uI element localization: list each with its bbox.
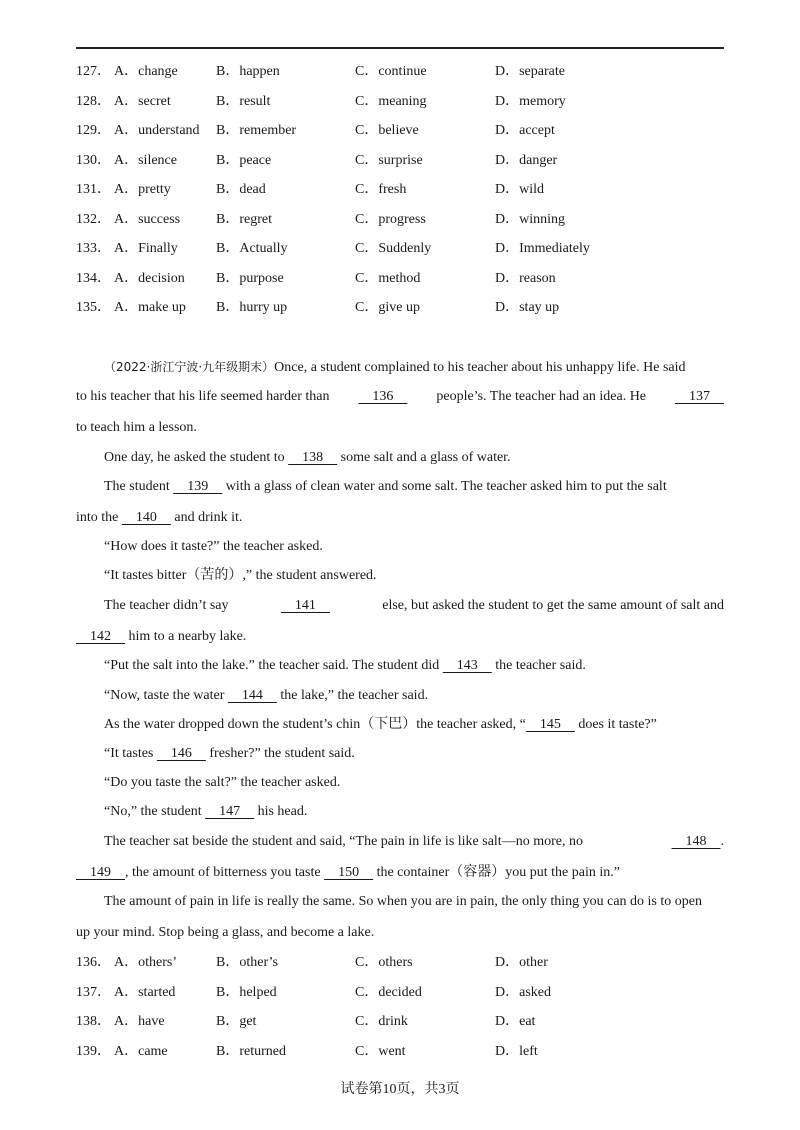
option-a: A．secret xyxy=(114,93,171,109)
option-a: A．success xyxy=(114,211,181,227)
passage-text: to his teacher that his life seemed harder than xyxy=(76,389,330,404)
question-number: 128． xyxy=(76,93,111,109)
option-c: C．surprise xyxy=(355,152,423,168)
question-number: 139． xyxy=(76,1043,111,1059)
option-c: C．continue xyxy=(355,64,427,79)
passage-line-13 xyxy=(104,715,724,735)
option-a: A．silence xyxy=(114,152,177,168)
option-b: B．get xyxy=(216,1014,257,1029)
option-d: D．wild xyxy=(495,182,544,197)
passage-text: The student xyxy=(104,479,174,494)
option-a: A．Finally xyxy=(114,241,178,256)
blank-138: 138 xyxy=(288,450,338,465)
passage-text: Once, a student complained to his teacher about his unhappy life. He said xyxy=(274,360,686,375)
option-a: A．change xyxy=(114,64,178,79)
option-d: D．reason xyxy=(495,270,556,286)
passage-text: The teacher didn’t say xyxy=(104,598,229,613)
passage-text: . xyxy=(720,834,724,849)
passage-line-3: to teach him a lesson. xyxy=(76,420,197,435)
option-a: A．make up xyxy=(114,300,186,315)
option-a: A．decision xyxy=(114,270,185,286)
question-row xyxy=(76,121,736,141)
blank-146: 146 xyxy=(156,746,206,761)
passage-line-5 xyxy=(104,477,724,497)
question-row xyxy=(76,298,736,318)
option-c: C．Suddenly xyxy=(355,241,432,256)
passage-line-17 xyxy=(104,832,724,852)
option-a: A．pretty xyxy=(114,182,171,197)
option-a: A．understand xyxy=(114,123,200,138)
passage-line-8: “It tastes bitter（苦的）,” the student answered. xyxy=(104,568,377,583)
passage-line-11 xyxy=(104,656,724,676)
passage-text: with a glass of clean water and some salt. The teacher asked him to put the salt xyxy=(222,479,667,494)
question-row xyxy=(76,62,736,82)
passage-line-12 xyxy=(104,686,724,706)
passage-text: into the xyxy=(76,510,122,525)
option-a: A．started xyxy=(114,984,176,1000)
option-b: B．result xyxy=(216,93,271,109)
passage-text: does it taste?” xyxy=(574,717,657,732)
blank-136: 136 xyxy=(358,389,408,404)
passage-line-6 xyxy=(76,508,724,528)
passage-line-20: up your mind. Stop being a glass, and become a lake. xyxy=(76,925,375,940)
passage-line-2 xyxy=(76,387,724,407)
passage-line-9 xyxy=(104,596,724,616)
blank-144: 144 xyxy=(227,688,277,703)
passage-text: some salt and a glass of water. xyxy=(337,450,511,465)
passage-text: else, but asked the student to get the same amount of salt and xyxy=(382,598,724,613)
passage-text: “No,” the student xyxy=(104,804,206,819)
option-c: C．progress xyxy=(355,211,426,227)
option-d: D．memory xyxy=(495,93,566,109)
passage-line-10 xyxy=(76,627,724,647)
option-b: B．Actually xyxy=(216,241,288,256)
option-a: A．came xyxy=(114,1043,168,1059)
option-b: B．purpose xyxy=(216,270,284,286)
question-number: 135． xyxy=(76,300,111,315)
passage-text: “It tastes xyxy=(104,746,157,761)
passage-text: the lake,” the teacher said. xyxy=(276,688,429,703)
option-c: C．fresh xyxy=(355,182,407,197)
question-number: 133． xyxy=(76,241,111,256)
option-d: D．other xyxy=(495,955,548,970)
passage-text: the container（容器）you put the pain in.” xyxy=(373,865,620,880)
passage-line-15: “Do you taste the salt?” the teacher asked. xyxy=(104,775,341,790)
passage-text: fresher?” the student said. xyxy=(205,746,355,761)
option-d: D．separate xyxy=(495,64,565,79)
passage-text: , the amount of bitterness you taste xyxy=(125,865,325,880)
page-footer: 试卷第10页，共3页 xyxy=(340,1082,460,1097)
option-b: B．other’s xyxy=(216,955,278,970)
option-d: D．asked xyxy=(495,984,551,1000)
option-a: A．have xyxy=(114,1014,165,1029)
blank-148: 148 xyxy=(671,834,721,849)
passage-line-14 xyxy=(104,744,724,764)
blank-145: 145 xyxy=(525,717,575,732)
passage-text: “Put the salt into the lake.” the teacher said. The student did xyxy=(104,658,443,673)
option-b: B．remember xyxy=(216,123,297,138)
question-row xyxy=(76,210,736,230)
option-d: D．eat xyxy=(495,1014,536,1029)
question-number: 134． xyxy=(76,270,111,286)
passage-text: his head. xyxy=(254,804,308,819)
option-d: D．stay up xyxy=(495,300,560,315)
option-c: C．meaning xyxy=(355,93,427,109)
question-number: 131． xyxy=(76,182,111,197)
question-number: 138． xyxy=(76,1014,111,1029)
passage-line-7: “How does it taste?” the teacher asked. xyxy=(104,539,323,554)
option-c: C．drink xyxy=(355,1014,408,1029)
header-rule xyxy=(76,47,724,49)
question-number: 132． xyxy=(76,211,111,227)
question-row xyxy=(76,180,736,200)
option-b: B．returned xyxy=(216,1043,286,1059)
passage-line-18 xyxy=(76,863,724,883)
passage-text: As the water dropped down the student’s chin（下巴）the teacher asked, “ xyxy=(104,717,526,732)
option-c: C．give up xyxy=(355,300,420,315)
source-tag: （2022·浙江宁波·九年级期末） xyxy=(104,360,275,374)
passage-text: the teacher said. xyxy=(491,658,586,673)
option-b: B．hurry up xyxy=(216,300,288,315)
passage-line-4 xyxy=(104,448,724,468)
option-d: D．danger xyxy=(495,152,558,168)
blank-140: 140 xyxy=(121,510,171,525)
option-c: C．others xyxy=(355,955,413,970)
option-b: B．happen xyxy=(216,64,280,79)
question-row xyxy=(76,1042,736,1062)
question-number: 136． xyxy=(76,955,111,970)
blank-149: 149 xyxy=(76,865,125,880)
passage-line-1 xyxy=(76,357,724,377)
blank-141: 141 xyxy=(280,598,330,613)
blank-142: 142 xyxy=(76,629,125,644)
passage-line-16 xyxy=(104,802,724,822)
option-d: D．Immediately xyxy=(495,241,590,256)
option-d: D．left xyxy=(495,1043,538,1059)
passage-text: him to a nearby lake. xyxy=(125,629,247,644)
question-number: 127． xyxy=(76,64,111,79)
blank-143: 143 xyxy=(442,658,492,673)
question-row xyxy=(76,151,736,171)
option-b: B．helped xyxy=(216,984,277,1000)
option-b: B．regret xyxy=(216,211,272,227)
question-row xyxy=(76,92,736,112)
question-number: 129． xyxy=(76,123,111,138)
blank-150: 150 xyxy=(324,865,374,880)
question-row xyxy=(76,269,736,289)
option-b: B．peace xyxy=(216,152,272,168)
blank-147: 147 xyxy=(205,804,255,819)
question-row xyxy=(76,953,736,973)
passage-text: people’s. The teacher had an idea. He xyxy=(436,389,647,404)
question-number: 130． xyxy=(76,152,111,168)
blank-137: 137 xyxy=(674,389,724,404)
question-number: 137． xyxy=(76,984,111,1000)
passage-line-19: The amount of pain in life is really the same. So when you are in pain, the only thing you can do is to open xyxy=(104,894,702,909)
passage-text: The teacher sat beside the student and said, “The pain in life is like salt—no more, no xyxy=(104,834,583,849)
question-row xyxy=(76,1012,736,1032)
passage-text: “Now, taste the water xyxy=(104,688,228,703)
passage-text: One day, he asked the student to xyxy=(104,450,289,465)
option-d: D．winning xyxy=(495,211,565,227)
option-c: C．believe xyxy=(355,123,419,138)
blank-139: 139 xyxy=(173,479,223,494)
question-row xyxy=(76,983,736,1003)
option-c: C．went xyxy=(355,1043,406,1059)
passage-text: and drink it. xyxy=(170,510,243,525)
option-c: C．decided xyxy=(355,984,422,1000)
option-a: A．others’ xyxy=(114,955,177,970)
option-c: C．method xyxy=(355,270,421,286)
question-row xyxy=(76,239,736,259)
option-d: D．accept xyxy=(495,123,555,138)
option-b: B．dead xyxy=(216,182,266,197)
